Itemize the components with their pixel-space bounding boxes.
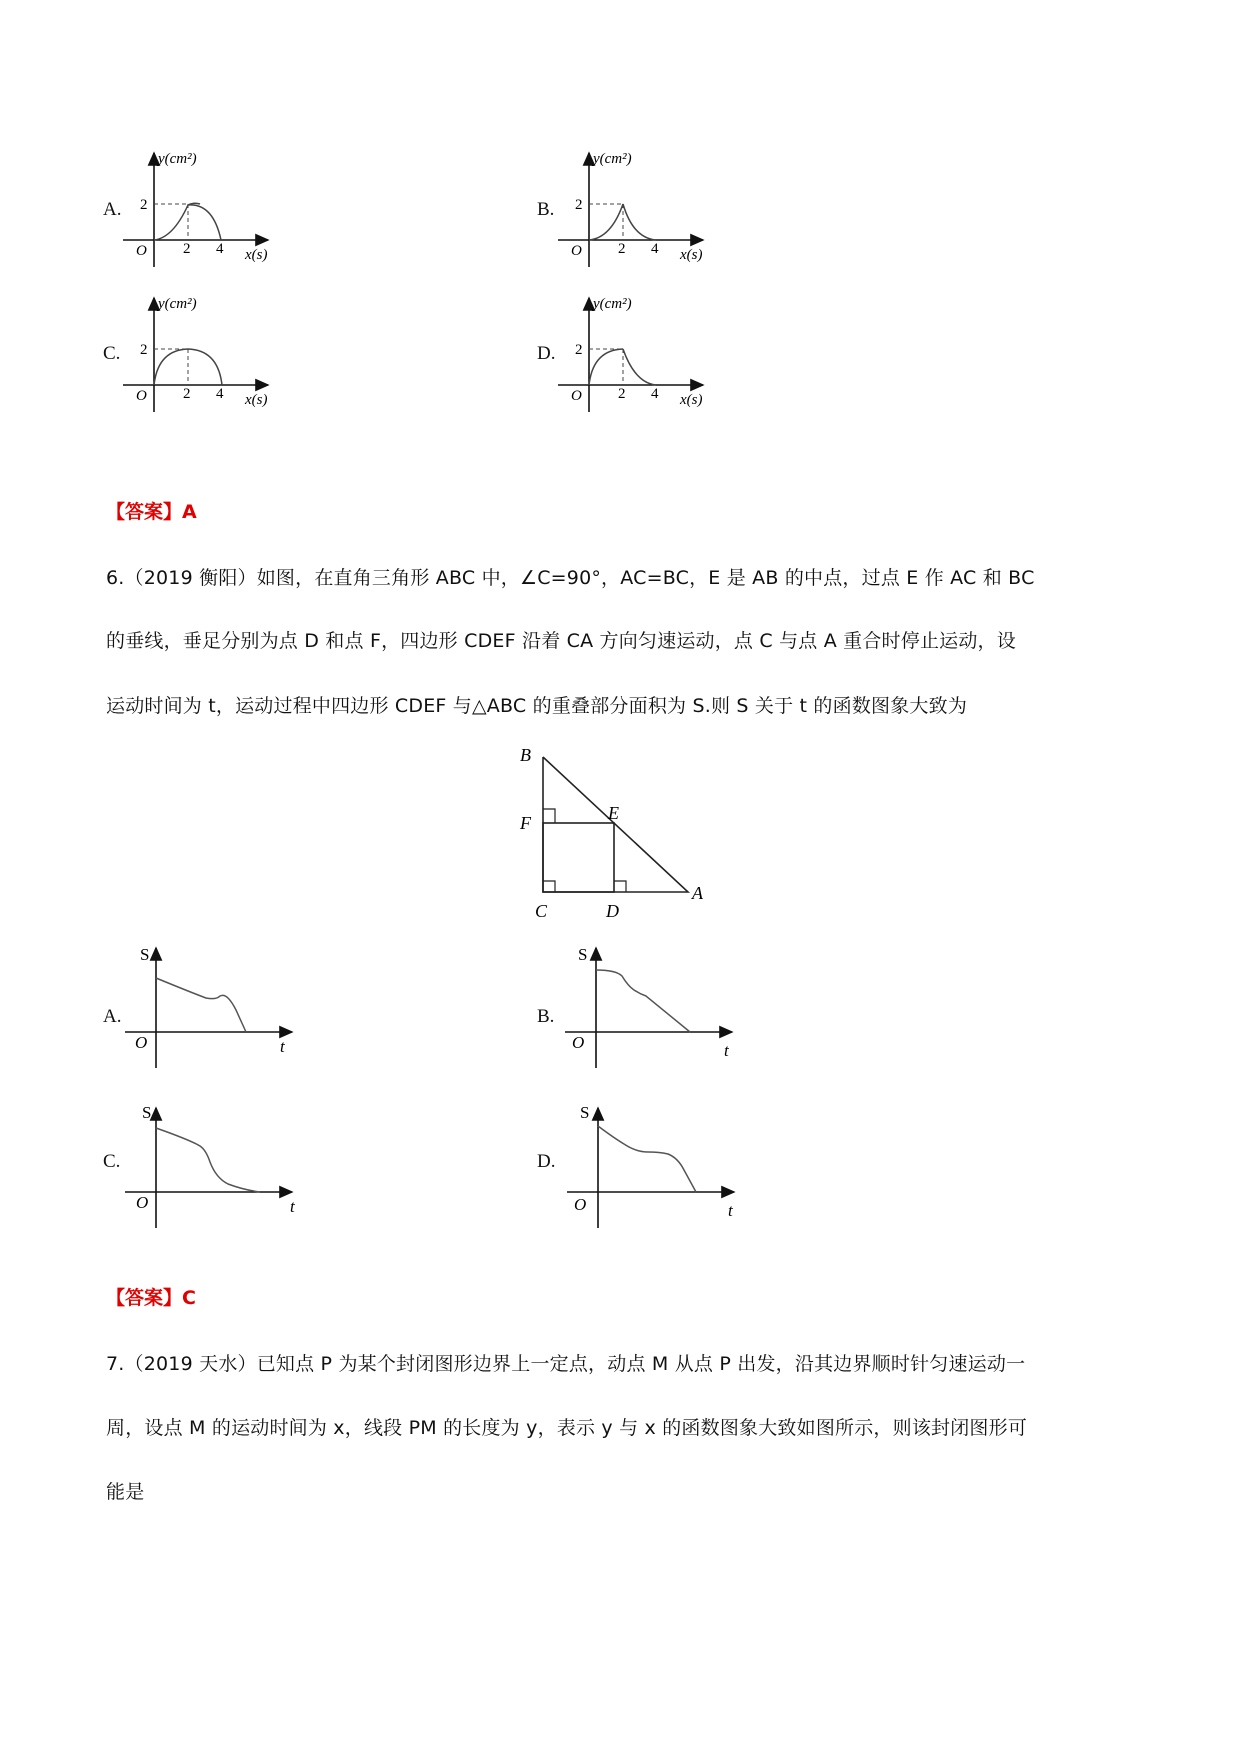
x-tick-2: 2 <box>618 241 626 257</box>
q7-line-3: 能是 <box>106 1481 145 1503</box>
q6-option-a-label: A. <box>103 1006 122 1027</box>
x-axis-label: t <box>728 1201 733 1220</box>
answer-prefix: 【答案】 <box>106 1287 183 1309</box>
x-axis-label: t <box>724 1041 729 1060</box>
point-b-label: B <box>520 745 531 765</box>
y-axis-label: y(cm²) <box>593 151 632 167</box>
y-axis-label: S <box>140 945 150 964</box>
y-tick: 2 <box>140 197 148 213</box>
q6-line-3: 运动时间为 t，运动过程中四边形 CDEF 与△ABC 的重叠部分面积为 S.则 S 关于 t 的函数图象大致为 <box>106 695 968 717</box>
q6-answer <box>106 1283 196 1310</box>
q6-graph-a <box>120 940 300 1070</box>
q5-option-c-label: C. <box>103 343 121 364</box>
origin-label: O <box>571 388 582 404</box>
curve <box>154 203 200 240</box>
curve <box>589 349 623 385</box>
point-e-label: E <box>608 803 619 823</box>
point-c-label: C <box>535 901 548 921</box>
curve-descend <box>623 349 656 385</box>
q5-graph-b <box>553 145 723 270</box>
y-tick: 2 <box>140 342 148 358</box>
x-tick-4: 4 <box>651 241 659 257</box>
curve-descend <box>623 204 656 240</box>
answer-value: C <box>182 1287 196 1309</box>
point-a-label: A <box>692 883 703 903</box>
curve <box>596 970 690 1032</box>
x-axis-label: t <box>290 1197 295 1216</box>
q5-graph-d <box>553 290 723 415</box>
x-axis-label: t <box>280 1037 285 1056</box>
q5-graph-c <box>118 290 288 415</box>
y-tick: 2 <box>575 342 583 358</box>
q6-option-b-label: B. <box>537 1006 555 1027</box>
y-axis-label: S <box>142 1103 152 1122</box>
right-angle-c <box>543 881 555 892</box>
q5-graph-a <box>118 145 288 270</box>
q6-graph-d <box>562 1100 742 1230</box>
q6-line-2: 的垂线，垂足分别为点 D 和点 F，四边形 CDEF 沿着 CA 方向匀速运动，点 C 与点 A 重合时停止运动，设 <box>106 630 1016 652</box>
q5-option-d-label: D. <box>537 343 556 364</box>
y-axis-label: y(cm²) <box>158 151 197 167</box>
origin-label: O <box>136 388 147 404</box>
q5-option-a-label: A. <box>103 199 122 220</box>
x-axis-label: x(s) <box>245 392 268 408</box>
origin-label: O <box>574 1195 587 1214</box>
y-axis-label: S <box>578 945 588 964</box>
y-axis-label: y(cm²) <box>158 296 197 312</box>
point-d-label: D <box>606 901 619 921</box>
x-tick-2: 2 <box>618 386 626 402</box>
q6-graph-b <box>560 940 740 1070</box>
curve <box>156 978 246 1032</box>
answer-value: A <box>182 501 197 523</box>
curve <box>156 1128 260 1192</box>
q6-option-d-label: D. <box>537 1151 556 1172</box>
q6-line-1: 6.（2019 衡阳）如图，在直角三角形 ABC 中，∠C=90°，AC=BC，E 是 AB 的中点，过点 E 作 AC 和 BC <box>106 567 1035 589</box>
y-axis-label: y(cm²) <box>593 296 632 312</box>
right-angle-d <box>614 881 626 892</box>
q6-option-c-label: C. <box>103 1151 121 1172</box>
answer-prefix: 【答案】 <box>106 501 183 523</box>
right-angle-f <box>543 809 555 823</box>
q5-answer <box>106 497 197 524</box>
origin-label: O <box>572 1033 585 1052</box>
q5-option-b-label: B. <box>537 199 555 220</box>
origin-label: O <box>135 1033 148 1052</box>
curve-descend <box>188 205 221 240</box>
x-axis-label: x(s) <box>680 247 703 263</box>
x-tick-4: 4 <box>651 386 659 402</box>
origin-label: O <box>136 243 147 259</box>
curve <box>589 204 623 240</box>
x-tick-2: 2 <box>183 386 191 402</box>
x-tick-4: 4 <box>216 241 224 257</box>
x-axis-label: x(s) <box>680 392 703 408</box>
curve <box>598 1126 696 1192</box>
y-tick: 2 <box>575 197 583 213</box>
square-cdef <box>543 823 614 892</box>
q6-triangle-figure <box>510 745 730 925</box>
x-axis-label: x(s) <box>245 247 268 263</box>
q7-line-2: 周，设点 M 的运动时间为 x，线段 PM 的长度为 y，表示 y 与 x 的函数图象大致如图所示，则该封闭图形可 <box>106 1417 1028 1439</box>
origin-label: O <box>571 243 582 259</box>
y-axis-label: S <box>580 1103 590 1122</box>
q6-graph-c <box>120 1100 300 1230</box>
triangle-abc <box>543 757 688 892</box>
point-f-label: F <box>520 813 531 833</box>
x-tick-2: 2 <box>183 241 191 257</box>
x-tick-4: 4 <box>216 386 224 402</box>
origin-label: O <box>136 1193 149 1212</box>
q7-line-1: 7.（2019 天水）已知点 P 为某个封闭图形边界上一定点，动点 M 从点 P 出发，沿其边界顺时针匀速运动一 <box>106 1353 1026 1375</box>
